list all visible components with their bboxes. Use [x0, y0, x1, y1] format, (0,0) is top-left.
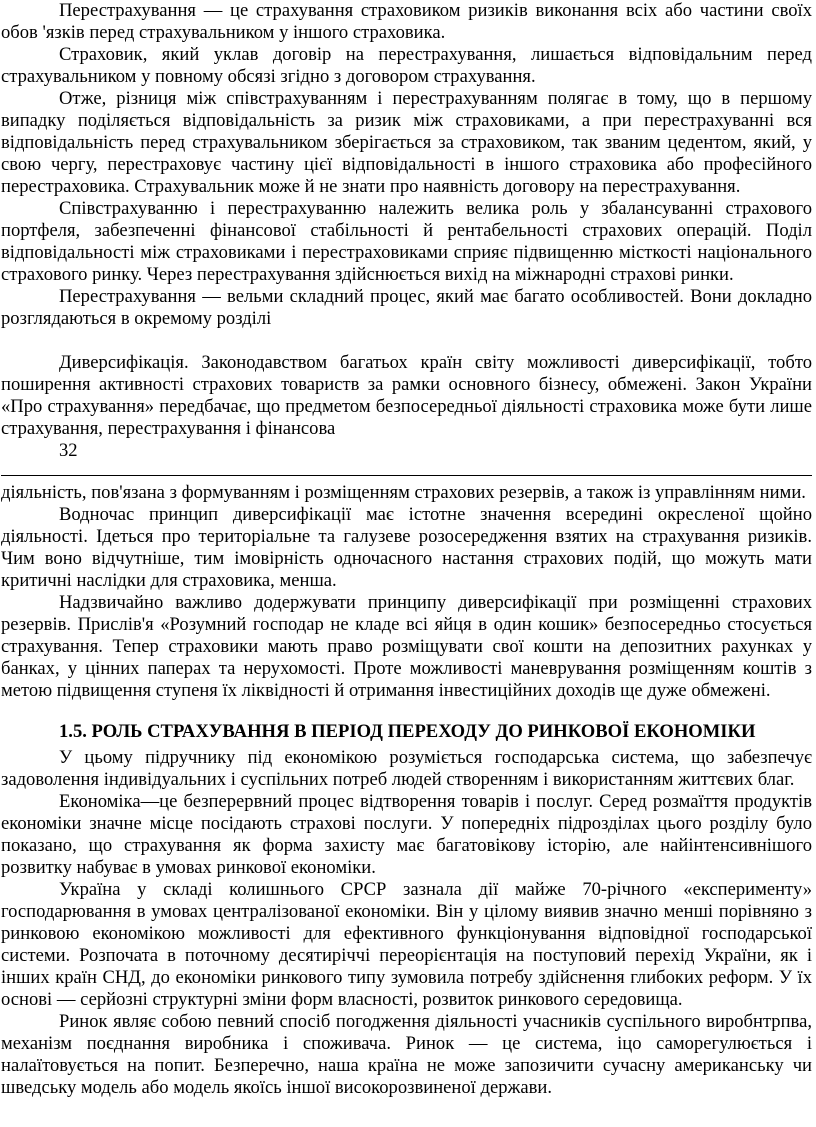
paragraph: Перестрахування — вельми складний процес, який має багато особливостей. Вони докладно розглядаються в окремому розділі	[1, 286, 812, 329]
section-role-of-insurance	[1, 747, 812, 1099]
section-diversification-continued	[1, 482, 812, 702]
paragraph-diversification: Диверсифікація. Законодавством багатьох країн світу можливості диверсифікації, тобто поширення активності страхових товариств за рамки основного бізнесу, обмежені. Закон України «Про страхування» передбачає, що предметом безпосередньої діяльності страховика може бути лише страхування, перестрахування і фінансова	[1, 352, 812, 439]
page-number: 32	[59, 440, 78, 461]
page-divider	[1, 475, 812, 476]
paragraph: Україна у складі колишнього СРСР зазнала дії майже 70-річного «експерименту» господарювання в умовах централізованої економіки. Він у цілому виявив значно менші порівняно з ринковою економікою можливості для ефективного функціонування відповідної господарської системи. Розпочата в поточному десятиріччі переорієнтація на поступовий перехід України, як і інших країн СНД, до економіки ринкового типу зумовила потребу здійснення глибоких реформ. У їх основі — серйозні структурні зміни форм власності, розвиток ринкового середовища.	[1, 879, 812, 1010]
paragraph: Водночас принцип диверсифікації має істотне значення всередині окресленої щойно діяльності. Ідеться про територіальне та галузеве розосередження взятих на страхування ризиків. Чим воно відчутніше, тим імовірність одночасного настання страхових подій, що можуть мати критичні наслідки для страховика, менша.	[1, 504, 812, 591]
section-reinsurance	[1, 0, 812, 330]
paragraph: діяльність, пов'язана з формуванням і розміщенням страхових резервів, а також із управлінням ними.	[1, 482, 806, 503]
paragraph: Надзвичайно важливо додержувати принципу диверсифікації при розміщенні страхових резервів. Прислів'я «Розумний господар не кладе всі яйця в один кошик» безпосередньо стосується страхування. Тепер страховики мають право розміщувати свої кошти на депозитних рахунках у банках, у цінних паперах та нерухомості. Проте можливості маневрування розміщенням коштів з метою підвищення ступеня їх ліквідності й отримання інвестиційних доходів ще дуже обмежені.	[1, 592, 812, 701]
paragraph: Ринок являє собою певний спосіб погодження діяльності учасників суспільного виробнтрпва, механізм поєднання виробника і споживача. Ринок — це система, іцо саморегулюється і налаїтовується на попит. Безперечно, наша країна не може запозичити сучасну американську чи шведську модель або модель якоїсь іншої високорозвиненої держави.	[1, 1011, 812, 1098]
blank-line	[1, 330, 812, 352]
paragraph: Співстрахуванню і перестрахуванню належить велика роль у збалансуванні страхового портфеля, забезпеченні фінансової стабільності й рентабельності страхових операцій. Поділ відповідальності між страховиками і перестраховиками сприяє підвищенню місткості національного страхового ринку. Через перестрахування здійснюється вихід на міжнародні страхові ринки.	[1, 198, 812, 285]
paragraph: Страховик, який уклав договір на перестрахування, лишається відповідальним перед страхувальником у повному обсязі згідно з договором страхування.	[1, 44, 812, 87]
section-heading: 1.5. РОЛЬ СТРАХУВАННЯ В ПЕРІОД ПЕРЕХОДУ ДО РИНКОВОЇ ЕКОНОМІКИ	[59, 721, 756, 742]
paragraph: Отже, різниця між співстрахуванням і перестрахуванням полягає в тому, що в першому випадку поділяється відповідальність за ризик між страховиками, а при перестрахуванні вся відповідальність перед страхувальником зберігається за страховиком, так званим цедентом, який, у свою чергу, перестраховує частину цієї відповідальності в іншого страховика або професійного перестраховика. Страхувальник може й не знати про наявність договору на перестрахування.	[1, 88, 812, 197]
paragraph: Перестрахування — це страхування страховиком ризиків виконання всіх або частини своїх обов 'язків перед страхувальником у іншого страховика.	[1, 0, 812, 43]
paragraph: У цьому підручнику під економікою розуміється господарська система, що забезпечує задоволення індивідуальних і суспільних потреб людей створенням і використанням життєвих благ.	[1, 747, 812, 790]
paragraph: Економіка—це безперервний процес відтворення товарів і послуг. Серед розмаїття продуктів економіки значне місце посідають страхові послуги. У попередніх підрозділах цього розділу було показано, що страхування як форма захисту має багатовікову історію, але найінтенсивнішого розвитку набуває в умовах ринкової економіки.	[1, 791, 812, 878]
